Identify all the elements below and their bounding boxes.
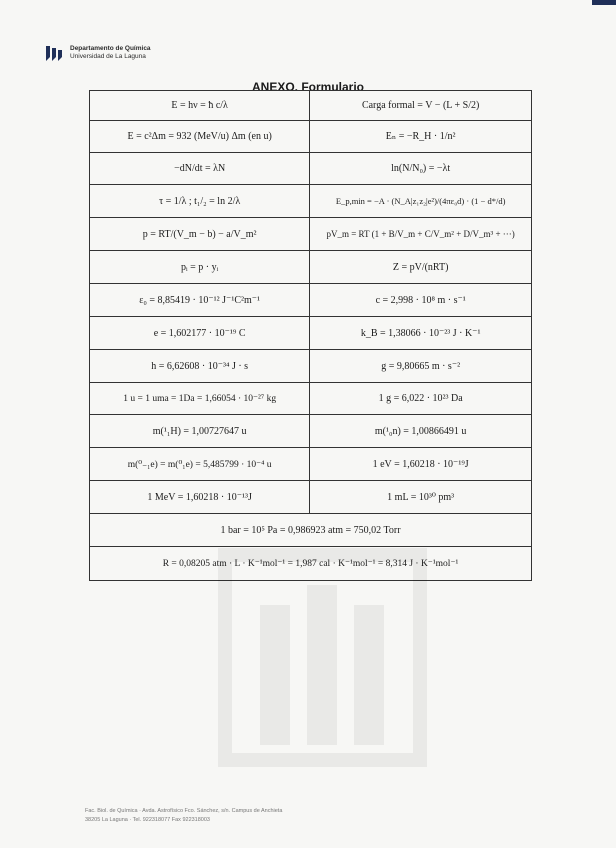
formula-cell: p = RT/(V_m − b) − a/V_m²: [90, 218, 310, 251]
table-row: [90, 153, 532, 185]
constant-cell: 1 mL = 10³⁰ pm³: [310, 481, 532, 514]
constant-cell: 1 MeV = 1,60218 · 10⁻¹³J: [90, 481, 310, 514]
table-row: [90, 317, 532, 350]
constant-cell: c = 2,998 · 10⁸ m · s⁻¹: [310, 284, 532, 317]
constant-cell: m(¹₁H) = 1,00727647 u: [90, 415, 310, 448]
top-edge-mark: [592, 0, 616, 5]
formula-cell: E_p,min = −A · (N_A|z₁z₂|e²)/(4πε₀d) · (1 − d*/d): [310, 185, 532, 218]
full-width-cell: R = 0,08205 atm · L · K⁻¹mol⁻¹ = 1,987 cal · K⁻¹mol⁻¹ = 8,314 J · K⁻¹mol⁻¹: [90, 547, 532, 581]
table-row: [90, 350, 532, 383]
page-footer: [85, 807, 282, 825]
formula-table: [89, 90, 532, 581]
constant-cell: g = 9,80665 m · s⁻²: [310, 350, 532, 383]
university-name: Universidad de La Laguna: [70, 53, 146, 60]
constant-cell: k_B = 1,38066 · 10⁻²³ J · K⁻¹: [310, 317, 532, 350]
formula-cell: Eₙ = −R_H · 1/n²: [310, 121, 532, 153]
constant-cell: 1 u = 1 uma = 1Da = 1,66054 · 10⁻²⁷ kg: [90, 383, 310, 415]
footer-address: Fac. Biol. de Química · Avda. Astrofísico Fco. Sánchez, s/n. Campus de Anchieta: [85, 808, 283, 814]
table-row: [90, 383, 532, 415]
table-row: [90, 284, 532, 317]
footer-contact: 38205 La Laguna · Tel. 922318077 Fax 922318003: [85, 817, 210, 823]
formula-cell: Z = pV/(nRT): [310, 251, 532, 284]
formula-cell: Carga formal = V − (L + S/2): [310, 91, 532, 121]
page-title: ANEXO. Formulario: [251, 80, 364, 94]
formula-cell: pV_m = RT (1 + B/V_m + C/V_m² + D/V_m³ + ···): [310, 218, 532, 251]
constant-cell: h = 6,62608 · 10⁻³⁴ J · s: [90, 350, 310, 383]
constant-cell: m(¹₀n) = 1,00866491 u: [310, 415, 532, 448]
table-row: [90, 514, 532, 547]
department-name: Departamento de Química: [70, 45, 151, 52]
constant-cell: e = 1,602177 · 10⁻¹⁹ C: [90, 317, 310, 350]
table-row: [90, 91, 532, 121]
formula-cell: −dN/dt = λN: [90, 153, 310, 185]
constant-cell: 1 eV = 1,60218 · 10⁻¹⁹J: [310, 448, 532, 481]
department-logo: [44, 44, 151, 62]
formula-cell: ln(N/N₀) = −λt: [310, 153, 532, 185]
formula-cell: E = c²Δm = 932 (MeV/u) Δm (en u): [90, 121, 310, 153]
table-row: [90, 251, 532, 284]
constant-cell: ε₀ = 8,85419 · 10⁻¹² J⁻¹C²m⁻¹: [90, 284, 310, 317]
full-width-cell: 1 bar = 10⁵ Pa = 0,986923 atm = 750,02 Torr: [90, 514, 532, 547]
table-row: [90, 448, 532, 481]
table-row: [90, 121, 532, 153]
formula-cell: E = hν = ħ c/λ: [90, 91, 310, 121]
table-row: [90, 415, 532, 448]
constant-cell: 1 g = 6,022 · 10²³ Da: [310, 383, 532, 415]
watermark-emblem: [215, 545, 430, 770]
ull-logo-icon: [44, 44, 64, 62]
table-row: [90, 185, 532, 218]
constant-cell: m(⁰₋₁e) = m(⁰₁e) = 5,485799 · 10⁻⁴ u: [90, 448, 310, 481]
formula-cell: pᵢ = p · yᵢ: [90, 251, 310, 284]
table-row: [90, 218, 532, 251]
table-row: [90, 481, 532, 514]
formula-cell: τ = 1/λ ; t₁/₂ = ln 2/λ: [90, 185, 310, 218]
